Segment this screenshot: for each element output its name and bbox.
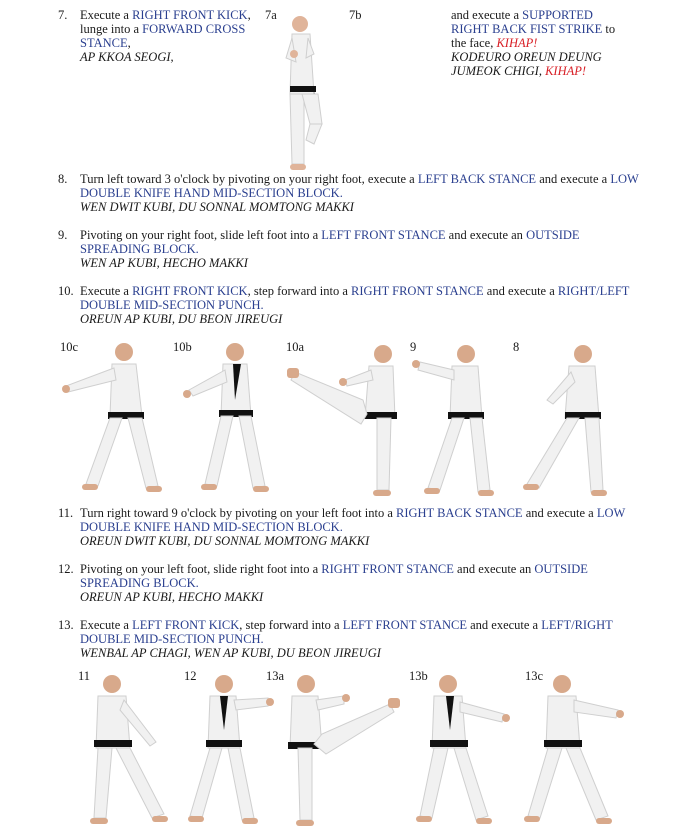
step-number: 9. — [58, 228, 68, 242]
figure-label: 7a — [265, 8, 277, 22]
technique-name: LEFT BACK STANCE — [417, 172, 537, 186]
step-text: and execute a — [466, 618, 542, 632]
martial-artist-figure-12 — [188, 670, 278, 826]
martial-artist-figure-13a — [282, 670, 402, 830]
step-text: and execute a — [522, 506, 597, 520]
step-text: Pivoting on your right foot, slide left foot into a — [80, 228, 322, 242]
step-text: , — [127, 36, 131, 50]
step-text: Execute a — [80, 8, 133, 22]
technique-name: RIGHT BACK STANCE — [396, 506, 523, 520]
step-number: 8. — [58, 172, 68, 186]
martial-artist-figure-13c — [522, 670, 632, 826]
technique-name: LEFT FRONT KICK — [132, 618, 240, 632]
figure-label: 9 — [410, 340, 417, 354]
figure-label: 10a — [286, 340, 305, 354]
korean-term: OREUN AP KUBI, DU BEON JIREUGI — [80, 312, 283, 326]
figure-label: 11 — [78, 669, 91, 683]
step-text: and execute an — [445, 228, 527, 242]
technique-name: RIGHT FRONT KICK — [132, 8, 248, 22]
korean-term: OREUN DWIT KUBI, DU SONNAL MOMTONG MAKKI — [80, 534, 370, 548]
martial-artist-figure-9 — [410, 340, 500, 500]
technique-name: LEFT FRONT STANCE — [342, 618, 467, 632]
figure-label: 10c — [60, 340, 79, 354]
kihap-label: KIHAP! — [496, 36, 538, 50]
step-12-text — [80, 562, 640, 604]
step-number: 11. — [58, 506, 74, 520]
technique-name: LEFT/RIGHT DOUBLE MID-SECTION PUNCH. — [80, 618, 613, 646]
martial-artist-figure-13b — [412, 670, 512, 826]
technique-name: RIGHT FRONT STANCE — [321, 562, 454, 576]
step-text: Turn right toward 9 o'clock by pivoting on your left foot into a — [80, 506, 396, 520]
step-text: and execute a — [536, 172, 611, 186]
technique-name: LEFT FRONT STANCE — [321, 228, 446, 242]
martial-artist-figure-8 — [515, 340, 615, 500]
technique-name: OUTSIDE SPREADING BLOCK. — [80, 228, 580, 256]
step-text: Execute a — [80, 618, 133, 632]
technique-name: RIGHT FRONT KICK — [132, 284, 248, 298]
step-text: Pivoting on your left foot, slide right foot into a — [80, 562, 322, 576]
korean-term: AP KKOA SEOGI, — [80, 50, 174, 64]
step-11-text — [80, 506, 640, 548]
step-9-text — [80, 228, 640, 270]
step-number: 7. — [58, 8, 68, 22]
martial-artist-figure-10b — [175, 340, 275, 496]
step-text: Turn left toward 3 o'clock by pivoting on your right foot, execute a — [80, 172, 418, 186]
korean-term: WENBAL AP CHAGI, WEN AP KUBI, DU BEON JIREUGI — [80, 646, 381, 660]
technique-name: FORWARD CROSS STANCE — [80, 22, 246, 50]
korean-term: KODEURO OREUN DEUNG JUMEOK CHIGI, — [451, 50, 602, 78]
korean-term: WEN DWIT KUBI, DU SONNAL MOMTONG MAKKI — [80, 200, 354, 214]
figure-label: 13b — [409, 669, 428, 683]
martial-artist-figure-7a — [270, 14, 340, 174]
step-text: and execute a — [451, 8, 523, 22]
step-10-text — [80, 284, 640, 326]
technique-name: RIGHT/LEFT DOUBLE MID-SECTION PUNCH. — [80, 284, 630, 312]
figure-label: 10b — [173, 340, 192, 354]
figure-label: 13c — [525, 669, 544, 683]
step-text: , step forward into a — [239, 618, 343, 632]
step-text: , lunge into a — [80, 8, 251, 36]
martial-artist-figure-10a — [285, 340, 405, 500]
step-number: 12. — [58, 562, 74, 576]
step-text: and execute an — [453, 562, 535, 576]
kihap-label: KIHAP! — [545, 64, 587, 78]
step-text: to the face, — [451, 22, 616, 50]
step-7-left-text — [80, 8, 260, 64]
korean-term: WEN AP KUBI, HECHO MAKKI — [80, 256, 248, 270]
technique-name: OUTSIDE SPREADING BLOCK. — [80, 562, 588, 590]
step-text: , step forward into a — [247, 284, 352, 298]
step-text: and execute a — [483, 284, 558, 298]
martial-artist-figure-10c — [62, 340, 162, 496]
step-number: 10. — [58, 284, 74, 298]
martial-artist-figure-11 — [80, 670, 180, 826]
korean-term: OREUN AP KUBI, HECHO MAKKI — [80, 590, 264, 604]
step-number: 13. — [58, 618, 74, 632]
figure-label: 8 — [513, 340, 520, 354]
technique-name: SUPPORTED RIGHT BACK FIST STRIKE — [451, 8, 603, 36]
step-8-text — [80, 172, 640, 214]
technique-name: RIGHT FRONT STANCE — [351, 284, 484, 298]
step-text: Execute a — [80, 284, 133, 298]
figure-label: 13a — [266, 669, 285, 683]
technique-name: LOW DOUBLE KNIFE HAND MID-SECTION BLOCK. — [80, 506, 626, 534]
figure-label: 12 — [184, 669, 197, 683]
figure-label: 7b — [349, 8, 362, 22]
technique-name: LOW DOUBLE KNIFE HAND MID-SECTION BLOCK. — [80, 172, 639, 200]
step-13-text — [80, 618, 640, 660]
